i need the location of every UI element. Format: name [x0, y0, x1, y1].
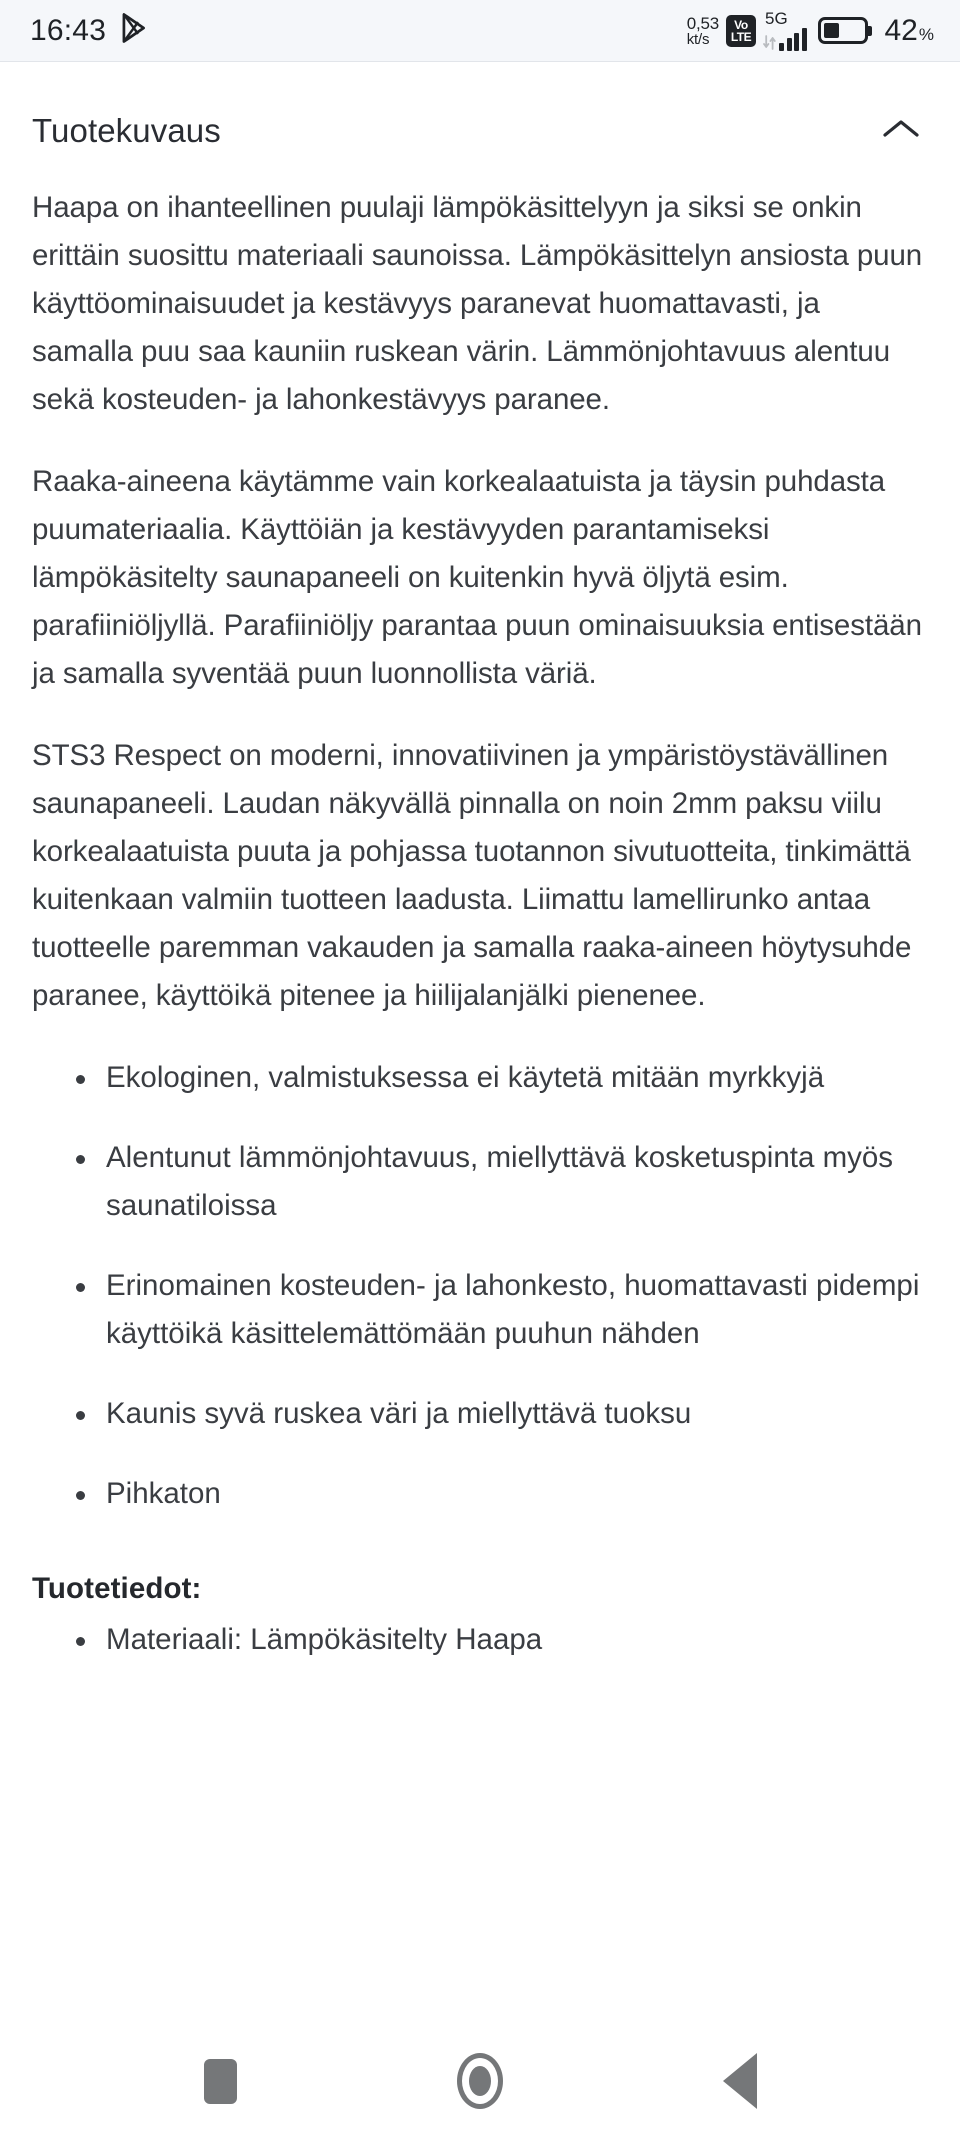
status-bar: [0, 0, 960, 62]
signal-row: [763, 28, 807, 51]
network-speed-unit: kt/s: [686, 30, 710, 48]
collapse-section-button[interactable]: [876, 106, 926, 156]
home-circle-inner: [469, 2066, 491, 2096]
description-paragraph: Haapa on ihanteellinen puulaji lämpökäsittelyyn ja siksi se onkin erittäin suosittu materiaali saunoissa. Lämpökäsittelyn ansiosta puun käyttöominaisuudet ja kestävyys paranevat huomattavasti, ja samalla puu saa kauniin ruskean värin. Lämmönjohtavuus alentuu sekä kosteuden- ja lahonkestävyys paranee.: [32, 191, 923, 416]
recents-square-icon: [204, 2059, 237, 2104]
status-clock: 16:43: [30, 13, 107, 47]
chevron-up-icon: [881, 117, 921, 146]
product-description-content: [0, 62, 960, 2029]
back-triangle-icon: [723, 2053, 757, 2109]
battery-percent-value: 42: [884, 13, 918, 47]
list-item: Pihkaton: [76, 1470, 926, 1518]
signal-bars-icon: [779, 28, 807, 51]
network-type-label: 5G: [765, 9, 788, 28]
android-navigation-bar: [0, 2029, 960, 2133]
back-button[interactable]: [692, 2033, 788, 2129]
description-body: [30, 184, 930, 1020]
home-circle-icon: [457, 2053, 503, 2109]
network-speed-indicator: [687, 15, 719, 47]
list-item: Kaunis syvä ruskea väri ja miellyttävä tuoksu: [76, 1390, 926, 1438]
cellular-signal-indicator: [763, 10, 807, 51]
google-play-icon: [120, 12, 150, 49]
percent-symbol: %: [918, 24, 934, 44]
volte-lte-label: LTE: [730, 29, 752, 44]
battery-percent-label: [884, 13, 935, 47]
data-transfer-arrows-icon: [763, 34, 776, 51]
page-title: Tuotekuvaus: [32, 112, 221, 149]
list-item: Erinomainen kosteuden- ja lahonkesto, huomattavasti pidempi käyttöikä käsittelemättömään puuhun nähden: [76, 1262, 926, 1358]
home-button[interactable]: [432, 2033, 528, 2129]
specs-heading: Tuotetiedot:: [32, 1572, 202, 1605]
status-bar-left: [30, 12, 150, 49]
list-item: Materiaali: Lämpökäsitelty Haapa: [76, 1616, 926, 1664]
feature-list: [30, 1054, 930, 1518]
status-bar-right: [687, 10, 934, 51]
section-header-tuotekuvaus[interactable]: [30, 62, 930, 184]
list-item: Ekologinen, valmistuksessa ei käytetä mitään myrkkyjä: [76, 1054, 926, 1102]
volte-icon: [726, 15, 756, 47]
volte-vo-label: Vo: [734, 17, 748, 32]
network-speed-value: 0,53: [686, 13, 719, 33]
recents-button[interactable]: [172, 2033, 268, 2129]
list-item: Alentunut lämmönjohtavuus, miellyttävä kosketuspinta myös saunatiloissa: [76, 1134, 926, 1230]
battery-fill: [824, 23, 840, 38]
spec-list: [30, 1616, 930, 1664]
description-paragraph: STS3 Respect on moderni, innovatiivinen ja ympäristöystävällinen saunapaneeli. Laudan näkyvällä pinnalla on noin 2mm paksu viilu korkealaatuista puuta ja pohjassa tuotannon sivutuotteita, tinkimättä kuitenkaan valmiin tuotteen laadusta. Liimattu lamellirunko antaa tuotteelle paremman vakauden ja samalla raaka-aineen höytysuhde paranee, käyttöikä pitenee ja hiilijalanjälki pienenee.: [32, 739, 912, 1012]
battery-icon: [818, 17, 868, 44]
description-paragraph: Raaka-aineena käytämme vain korkealaatuista ja täysin puhdasta puumateriaalia. Käyttöiän ja kestävyyden parantamiseksi lämpökäsitelty saunapaneeli on kuitenkin hyvä öljytä esim. parafiiniöljyllä. Parafiiniöljy parantaa puun ominaisuuksia entisestään ja samalla syventää puun luonnollista väriä.: [32, 465, 922, 690]
